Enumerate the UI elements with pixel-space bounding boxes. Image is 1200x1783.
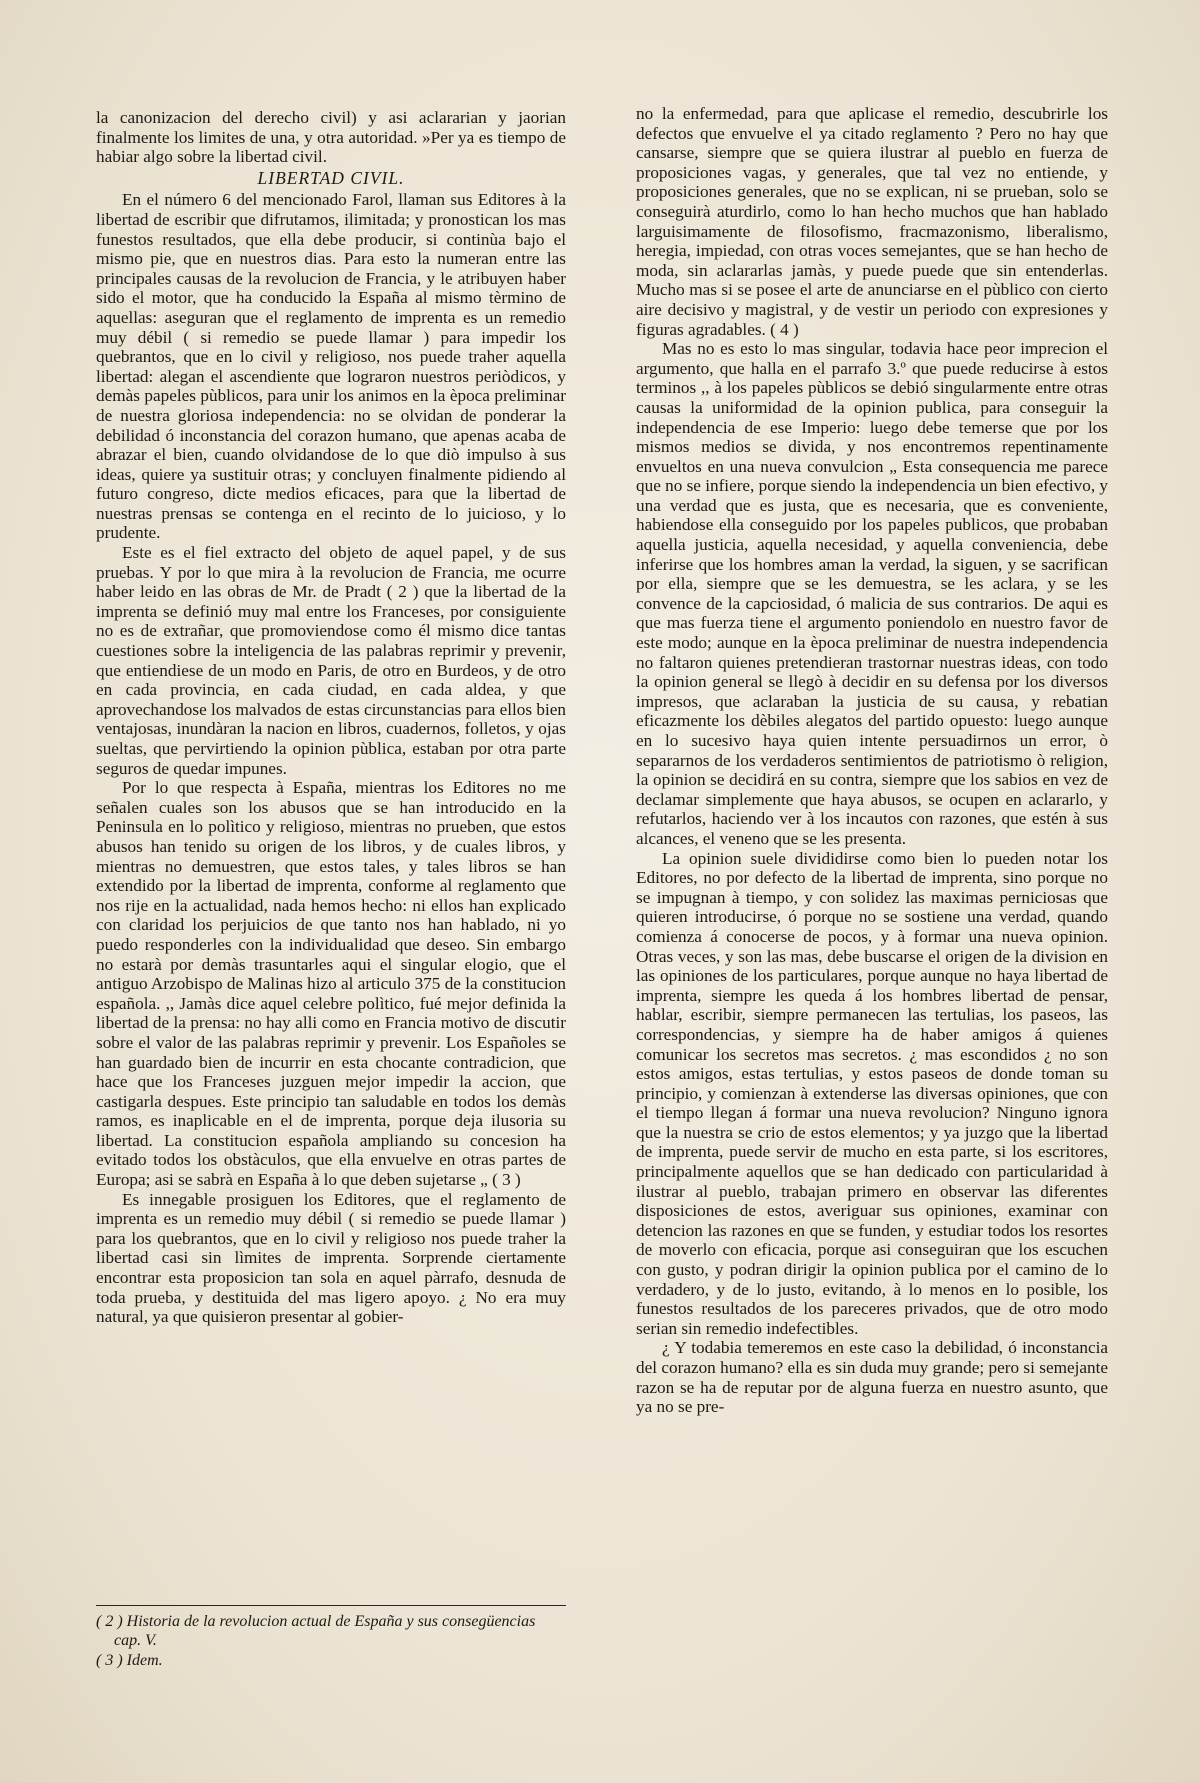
paragraph: La opinion suele divididirse como bien lo pueden notar los Editores, no por defecto de la libertad de imprenta, sino porque no se impugnan à tiempo, y con solidez las maximas perniciosas que quieren introducirse, ó porque no se sostiene una verdad, quando comienza á conocerse de pocos, y à formar una nueva opinion. Otras veces, y son las mas, debe buscarse el origen de la division en las opiniones de los particulares, porque aunque no haya libertad de imprenta, siempre les queda á los hombres libertad de pensar, hablar, escribir, siempre permanecen las tertulias, los paseos, las correspondencias, y siempre ha de haber amigos á quienes comunicar los secretos mas secretos. ¿ mas escondidos ¿ no son estos amigos, estas tertulias, y estos paseos de donde toman su principio, y comienzan à extenderse las diversas opiniones, que con el tiempo llegan á formar una nueva revolucion? Ninguno ignora que la nuestra se crio de estos elementos; y ya juzgo que la libertad de imprenta, puede servir de mucho en esta parte, si los escritores, principalmente aquellos que se han dedicado con particularidad à ilustrar al pueblo, trabajan primero en observar las diferentes disposiciones de estos, averiguar sus opiniones, examinar con detencion las razones en que se funden, y estudiar todos los resortes de moverlo con eficacia, porque asi conseguiran que los escuchen con gusto, y podran dirigir la opinion publica por el camino de lo verdadero, y de lo justo, evitando, à lo menos en lo posible, los funestos resultados de los pareceres privados, que de otro modo serian sin remedio indefectibles. <box>636 848 1108 1338</box>
paragraph: Mas no es esto lo mas singular, todavia hace peor imprecion el argumento, que halla en el parrafo 3.º que puede reducirse à estos terminos ,, à los papeles pùblicos se debió singularmente entre otras causas la uniformidad de la opinion publica, para conseguir la independencia de ese Imperio: luego debe temerse que por los mismos medios se divida, y nos encontremos repentinamente envueltos en una nueva convulcion „ Esta consequencia me parece que no se infiere, porque siendo la independencia un bien efectivo, y una verdad que es justa, que es necesaria, que es conveniente, habiendose ella conseguido por los papeles publicos, que probaban aquella justicia, aquella necesidad, y aquella conveniencia, debe inferirse que los hombres aman la verdad, la siguen, y se sacrifican por ella, siempre que se les demuestra, se les aclara, y se les convence de la capciosidad, ó malicia de sus contrarios. De aqui es que mas fuerza tiene el argumento poniendolo en nuestro favor de este modo; aunque en la època preliminar de nuestra independencia no faltaron quienes pretendieran trastornar nuestras ideas, con todo la opinion general se llegò à decidir en su defensa por los diversos impresos, que aclaraban la justicia de su causa, y rebatian eficazmente los dèbiles alegatos del partido opuesto: luego aunque en lo sucesivo haya quien intente persuadirnos un error, ò separarnos de los verdaderos sentimientos de patriotismo ò religion, la opinion se decidirá en su contra, siempre que los sabios en vez de declamar simplemente que haya abusos, se ocupen en aclararlo, y refutarlos, haciendo ver à los incautos con razones, que estén à sus alcances, el veneno que se les presenta. <box>636 339 1109 848</box>
paragraph: ¿ Y todabia temeremos en este caso la debilidad, ó inconstancia del corazon humano? ella es sin duda muy grande; pero si semejante razon se ha de reputar por de alguna fuerza en nuestro asunto, que ya no se pre- <box>636 1338 1108 1417</box>
section-title: LIBERTAD CIVIL. <box>257 167 405 188</box>
footnotes <box>96 1605 566 1671</box>
paragraph: la canonizacion del derecho civil) y asi aclararian y jaorian finalmente los limites de una, y otra autoridad. »Per ya es tiempo de habiar algo sobre la libertad civil. <box>96 108 566 167</box>
paragraph: no la enfermedad, para que aplicase el remedio, descubrirle los defectos que envuelve el ya citado reglamento ? Pero no hay que cansarse, siempre que se quiera ilustrar al pueblo en fuerza de proposiciones vagas, y generales, que tal vez no entiende, y proposiciones generales, que no se explican, ni se prueban, solo se conseguirà aturdirlo, como lo han hecho muchos que han hablado larguisimamente de filosofismo, fracmazonismo, liberalismo, heregia, impiedad, con otras voces semejantes, que se han hecho de moda, sin aclararlas jamàs, y puede puede que sin entenderlas. Mucho mas si se posee el arte de anunciarse en el pùblico con cierto aire decisivo y magistral, y de vestir un periodo con expresiones y figuras agradables. ( 4 ) <box>636 104 1108 339</box>
paragraph: Es innegable prosiguen los Editores, que el reglamento de imprenta es un remedio muy débil ( si remedio se puede llamar ) para los quebrantos, que en lo civil y religioso nos puede traher la libertad casi sin lìmites de imprenta. Sorprende ciertamente encontrar esta proposicion tan sola en aquel pàrrafo, desnuda de toda prueba, y destituida del mas ligero apoyo. ¿ No era muy natural, ya que quisieron presentar al gobier- <box>96 1189 566 1327</box>
footnote: ( 3 ) Idem. <box>96 1652 163 1669</box>
paragraph: Este es el fiel extracto del objeto de aquel papel, y de sus pruebas. Y por lo que mira à la revolucion de Francia, me ocurre haber leido en las obras de Mr. de Pradt ( 2 ) que la libertad de la imprenta se definió muy mal entre los Franceses, por consiguiente no es de extrañar, que promoviendose como él mismo dice tantas cuestiones sobre la inteligencia de las palabras reprimir y prevenir, que entiendiese de un modo en Paris, de otro en Burdeos, y de otro en cada provincia, en cada ciudad, en cada aldea, y que aprovechandose los malvados de estas circunstancias para ellos bien ventajosas, inundàran la nacion en libros, cuadernos, folletos, y ojas sueltas, que pervirtiendo la opinion pùblica, estaban por otra parte seguros de quedar impunes. <box>96 543 566 778</box>
left-column <box>96 108 566 1327</box>
paragraph: En el número 6 del mencionado Farol, llaman sus Editores à la libertad de escribir que difrutamos, ilimitada; y pronostican los mas funestos resultados, que ella debe producir, si continùa bajo el mismo pie, que en nuestros dias. Para esto la numeran entre las principales causas de la revolucion de Francia, y le atribuyen haber sido el motor, que ha conducido la España al mismo tèrmino de aquellas: aseguran que el reglamento de imprenta es un remedio muy débil ( si remedio se puede llamar ) para impedir los quebrantos, que en lo civil y religioso, nos puede traher aquella libertad: alegan el ascendiente que lograron nuestros periòdicos, y demàs papeles pùblicos, para unir los animos en la època preliminar de nuestra gloriosa independencia: no se olvidan de ponderar la debilidad ó inconstancia del corazon humano, que apenas acaba de abrazar el bien, cuando olvidandose de lo que diò impulso à sus ideas, quiere ya sustituir otras; y concluyen finalmente pidiendo al futuro congreso, dicte medios eficaces, para que la libertad de nuestras prensas se contenga en el recinto de lo juicioso, y lo prudente. <box>96 190 566 543</box>
footnote: ( 2 ) Historia de la revolucion actual de España y sus consegüencias cap. V. <box>96 1613 536 1649</box>
right-column <box>636 104 1108 1417</box>
paragraph: Por lo que respecta à España, mientras los Editores no me señalen cuales son los abusos que se han introducido en la Peninsula en lo polìtico y religioso, mientras no prueben, que estos abusos han tenido su origen de los libros, y de cuales libros, y mientras no demuestren, que estos tales, y tales libros se han extendido por la libertad de imprenta, conforme al reglamento que nos rije en la actualidad, nada hemos hecho: ni ellos han explicado con claridad los perjuicios de que tanto nos han hablado, ni yo puedo responderles con la individualidad que deseo. Sin embargo no estarà por demàs trasuntarles aqui el singular elogio, que el antiguo Arzobispo de Malinas hizo al articulo 375 de la constitucion española. ,, Jamàs dice aquel celebre polìtico, fué mejor definida la libertad de la prensa: no hay alli como en Francia motivo de discutir sobre el valor de las palabras reprimir y prevenir. Los Españoles se han guardado bien de incurrir en esta chocante contradicion, que hace que los Franceses juzguen mejor impedir la accion, que castigarla despues. Este principio tan saludable en todos los demàs ramos, es inaplicable en el de imprenta, porque deja ilusoria su libertad. La constitucion española ampliando su concesion ha evitado todos los obstàculos, que ella envuelve en otras partes de Europa; asi se sabrà en España à lo que deben sujetarse „ ( 3 ) <box>96 778 566 1190</box>
